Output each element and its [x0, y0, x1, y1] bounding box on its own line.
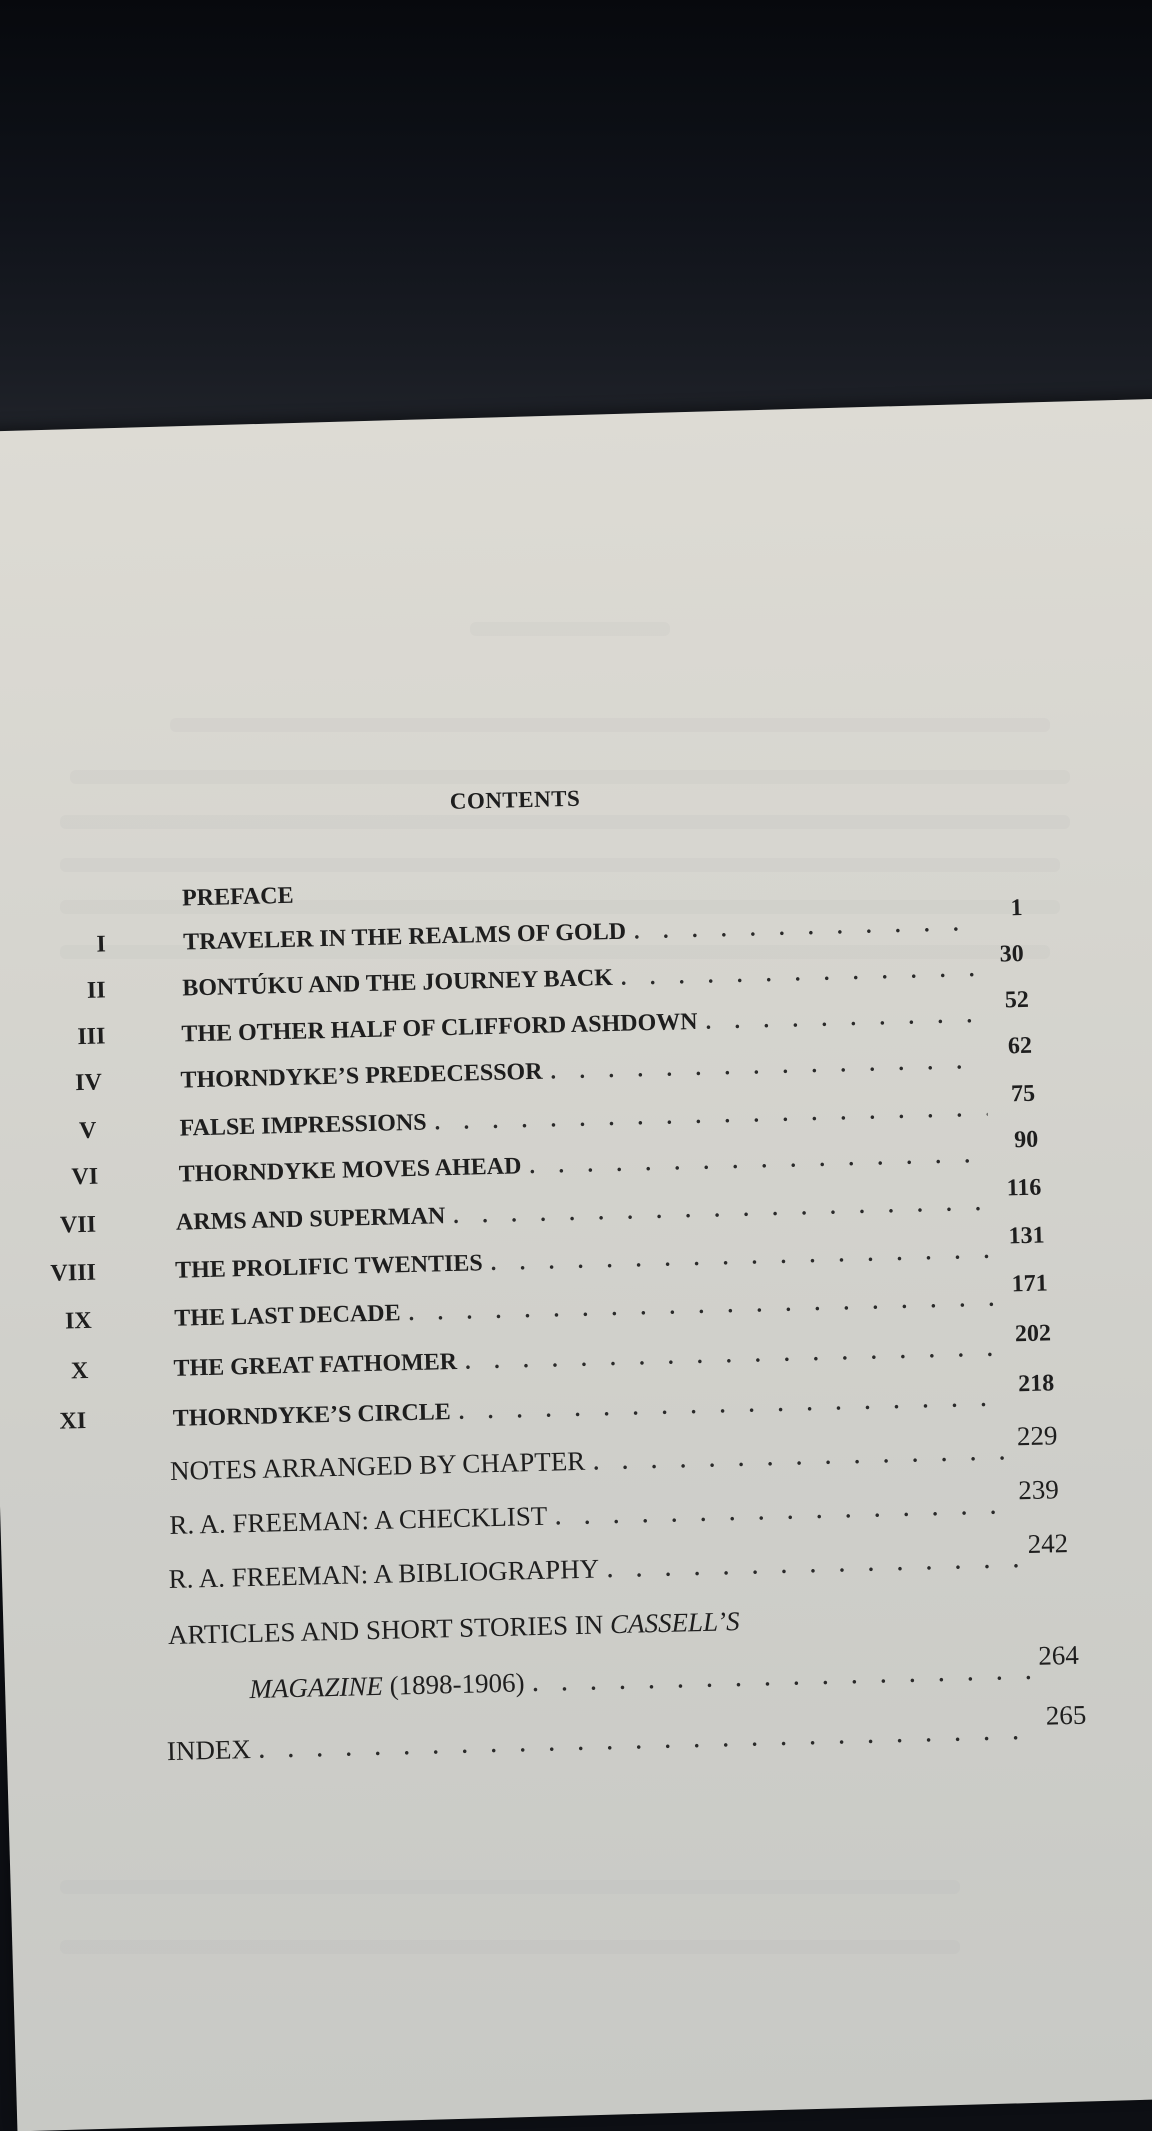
dot-leader	[490, 1238, 997, 1276]
entry-title	[168, 1606, 740, 1651]
page-number: 202	[1014, 1320, 1052, 1348]
dot-leader	[634, 910, 976, 944]
dot-leader	[621, 956, 977, 991]
page-number: 62	[1007, 1032, 1033, 1060]
entry-title: THE LAST DECADE	[174, 1300, 401, 1332]
dot-leader	[532, 1659, 1031, 1697]
entry-title: PREFACE	[181, 882, 294, 912]
page-number: 229	[1016, 1420, 1058, 1452]
page-number: 265	[1045, 1699, 1087, 1731]
toc-entry	[173, 1320, 1052, 1382]
toc-entry	[169, 1420, 1058, 1487]
page-number: 239	[1017, 1474, 1060, 1506]
entry-title: THORNDYKE’S CIRCLE	[172, 1399, 452, 1432]
dot-leader	[465, 1336, 1004, 1375]
dot-leader	[259, 1719, 1039, 1764]
page-number: 242	[1027, 1528, 1069, 1560]
entry-title: BONTÚKU AND THE JOURNEY BACK	[181, 964, 614, 1002]
dot-leader	[593, 1439, 1010, 1475]
dot-leader	[550, 1048, 984, 1085]
chapter-number: XI	[59, 1407, 87, 1435]
toc-entry	[174, 1270, 1049, 1332]
entry-title-prefix: ARTICLES AND SHORT STORIES IN	[167, 1609, 611, 1651]
dot-leader	[453, 1190, 994, 1229]
entry-title: THORNDYKE MOVES AHEAD	[178, 1153, 522, 1188]
toc-entry	[169, 1474, 1060, 1541]
chapter-number: IX	[64, 1307, 93, 1335]
entry-title: R. A. FREEMAN: A BIBLIOGRAPHY	[168, 1553, 600, 1595]
entry-title-italic: CASSELL’S	[609, 1606, 740, 1640]
page-number: 30	[999, 940, 1024, 968]
chapter-number: V	[78, 1117, 97, 1145]
chapter-number: II	[86, 977, 106, 1004]
toc-entry	[181, 940, 1024, 1003]
page-number: 75	[1010, 1080, 1036, 1108]
toc-entry-articles-continued	[249, 1639, 1080, 1705]
entry-title: ARMS AND SUPERMAN	[175, 1203, 446, 1236]
chapter-number: VIII	[50, 1259, 97, 1287]
dot-leader	[408, 1286, 1000, 1326]
entry-title: THORNDYKE’S PREDECESSOR	[180, 1058, 543, 1094]
entry-title: THE PROLIFIC TWENTIES	[174, 1250, 484, 1284]
toc-entry	[172, 1370, 1055, 1433]
chapter-number	[60, 887, 140, 889]
entry-title: INDEX	[166, 1734, 252, 1767]
toc-entry-preface	[182, 865, 1002, 912]
dot-leader	[529, 1142, 991, 1179]
toc-entry-index	[166, 1699, 1087, 1767]
toc-entry	[181, 986, 1030, 1049]
toc-entry	[178, 1126, 1039, 1189]
chapter-number: VII	[59, 1211, 97, 1239]
entry-title-italic: MAGAZINE	[249, 1670, 384, 1705]
entry-title: R. A. FREEMAN: A CHECKLIST	[169, 1500, 548, 1540]
page-number: 218	[1017, 1370, 1055, 1398]
chapter-number: IV	[74, 1069, 103, 1097]
page-number: 52	[1004, 986, 1030, 1014]
dot-leader	[607, 1547, 1021, 1583]
dot-leader	[434, 1096, 988, 1136]
toc-entry-articles	[168, 1598, 1068, 1651]
entry-title: FALSE IMPRESSIONS	[179, 1109, 427, 1142]
entry-title: THE OTHER HALF OF CLIFFORD ASHDOWN	[181, 1008, 698, 1048]
page-number: 1	[1010, 894, 1023, 922]
page-number: 90	[1013, 1126, 1039, 1154]
chapter-number: X	[70, 1357, 89, 1385]
entry-title: TRAVELER IN THE REALMS OF GOLD	[182, 918, 627, 956]
dot-leader	[705, 1002, 981, 1035]
toc-entry	[168, 1528, 1069, 1595]
dot-leader	[458, 1385, 1006, 1424]
dot-leader	[555, 1493, 1011, 1530]
chapter-number: VI	[71, 1163, 99, 1191]
entry-title: NOTES ARRANGED BY CHAPTER	[169, 1445, 586, 1486]
toc-entry	[180, 1032, 1033, 1095]
entry-title: THE GREAT FATHOMER	[173, 1348, 458, 1382]
page-number: 171	[1011, 1270, 1049, 1298]
entry-title-rest: (1898-1906)	[382, 1667, 525, 1701]
page-number: 264	[1037, 1639, 1080, 1671]
page-number: 131	[1008, 1222, 1045, 1250]
page-title: CONTENTS	[449, 785, 581, 814]
toc-entry	[179, 1080, 1036, 1143]
page-number: 116	[1006, 1174, 1042, 1202]
toc-entry	[175, 1174, 1042, 1237]
toc-entry	[174, 1222, 1045, 1285]
chapter-number: I	[96, 931, 107, 958]
chapter-number: III	[77, 1023, 106, 1051]
entry-title	[249, 1667, 525, 1705]
